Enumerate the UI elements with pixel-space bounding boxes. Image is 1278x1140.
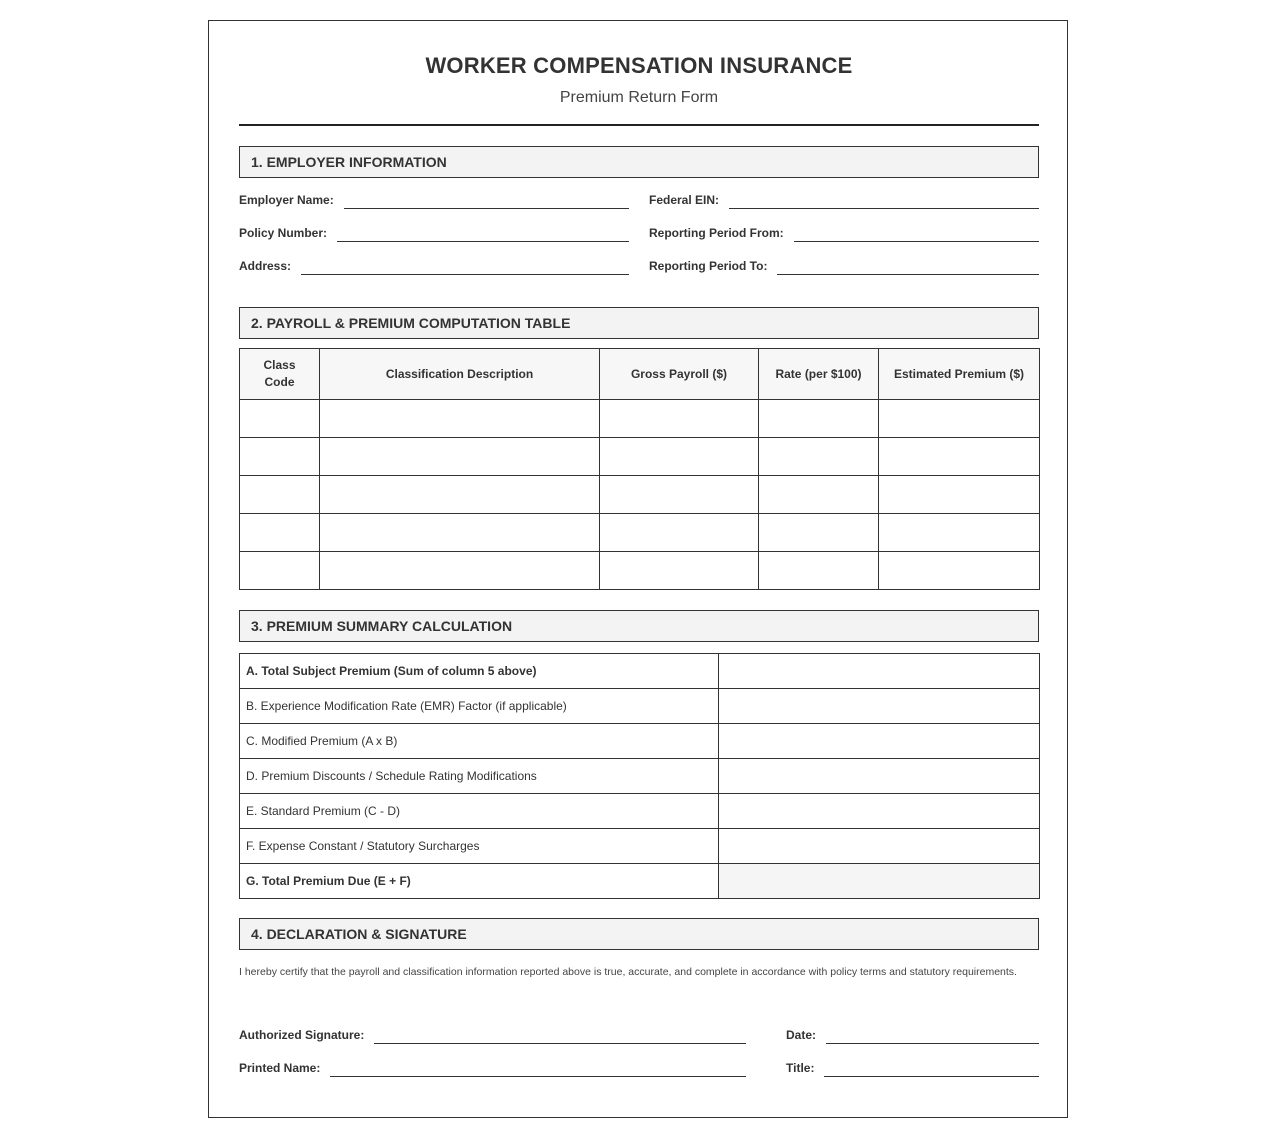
table-cell[interactable] bbox=[320, 400, 600, 438]
address-label: Address: bbox=[239, 259, 292, 273]
signature-field[interactable] bbox=[239, 1024, 746, 1044]
policy-number-input-line[interactable] bbox=[337, 225, 629, 242]
col-rate: Rate (per $100) bbox=[759, 349, 879, 400]
table-cell[interactable] bbox=[600, 400, 759, 438]
section-summary-header: 3. PREMIUM SUMMARY CALCULATION bbox=[239, 610, 1039, 642]
summary-value-e[interactable] bbox=[719, 794, 1040, 829]
summary-label-c: C. Modified Premium (A x B) bbox=[240, 724, 719, 759]
address-input-line[interactable] bbox=[301, 258, 629, 275]
section-declaration-header: 4. DECLARATION & SIGNATURE bbox=[239, 918, 1039, 950]
table-cell[interactable] bbox=[320, 552, 600, 590]
table-cell[interactable] bbox=[600, 476, 759, 514]
summary-value-a[interactable] bbox=[719, 654, 1040, 689]
table-cell[interactable] bbox=[759, 438, 879, 476]
summary-row bbox=[240, 864, 1040, 899]
declaration-text: I hereby certify that the payroll and classification information reported above is true, accurate, and complete in accordance with policy terms and statutory requirements. bbox=[239, 966, 1017, 978]
summary-label-g: G. Total Premium Due (E + F) bbox=[240, 864, 719, 899]
table-row bbox=[240, 552, 1040, 590]
table-cell[interactable] bbox=[320, 438, 600, 476]
table-cell[interactable] bbox=[759, 400, 879, 438]
col-gross-payroll: Gross Payroll ($) bbox=[600, 349, 759, 400]
table-cell[interactable] bbox=[600, 514, 759, 552]
summary-row bbox=[240, 689, 1040, 724]
table-row bbox=[240, 514, 1040, 552]
summary-value-b[interactable] bbox=[719, 689, 1040, 724]
table-cell[interactable] bbox=[759, 552, 879, 590]
payroll-table bbox=[239, 348, 1040, 590]
federal-ein-label: Federal EIN: bbox=[649, 193, 720, 207]
summary-value-g[interactable] bbox=[719, 864, 1040, 899]
table-row bbox=[240, 476, 1040, 514]
table-cell[interactable] bbox=[879, 476, 1040, 514]
form-title: WORKER COMPENSATION INSURANCE bbox=[425, 53, 853, 78]
summary-row bbox=[240, 654, 1040, 689]
section-payroll-header: 2. PAYROLL & PREMIUM COMPUTATION TABLE bbox=[239, 307, 1039, 339]
table-cell[interactable] bbox=[240, 514, 320, 552]
summary-value-d[interactable] bbox=[719, 759, 1040, 794]
table-cell[interactable] bbox=[600, 552, 759, 590]
period-from-input-line[interactable] bbox=[794, 225, 1039, 242]
table-cell[interactable] bbox=[320, 514, 600, 552]
title-input-line[interactable] bbox=[824, 1060, 1039, 1077]
summary-row bbox=[240, 794, 1040, 829]
table-cell[interactable] bbox=[240, 552, 320, 590]
table-cell[interactable] bbox=[759, 476, 879, 514]
date-input-line[interactable] bbox=[826, 1027, 1039, 1044]
form-page bbox=[208, 20, 1068, 1118]
period-to-field[interactable] bbox=[649, 255, 1039, 275]
summary-row bbox=[240, 829, 1040, 864]
summary-label-f: F. Expense Constant / Statutory Surcharges bbox=[240, 829, 719, 864]
employer-name-label: Employer Name: bbox=[239, 193, 334, 207]
table-row bbox=[240, 400, 1040, 438]
table-cell[interactable] bbox=[879, 400, 1040, 438]
policy-number-label: Policy Number: bbox=[239, 226, 328, 240]
col-class-code: Class Code bbox=[240, 349, 320, 400]
signature-label: Authorized Signature: bbox=[239, 1028, 365, 1042]
printed-name-field[interactable] bbox=[239, 1057, 746, 1077]
printed-name-input-line[interactable] bbox=[330, 1060, 746, 1077]
federal-ein-input-line[interactable] bbox=[729, 192, 1039, 209]
table-cell[interactable] bbox=[879, 438, 1040, 476]
period-to-label: Reporting Period To: bbox=[649, 259, 768, 273]
table-cell[interactable] bbox=[320, 476, 600, 514]
title-divider bbox=[239, 124, 1039, 126]
employer-name-input-line[interactable] bbox=[344, 192, 629, 209]
summary-row bbox=[240, 759, 1040, 794]
summary-value-c[interactable] bbox=[719, 724, 1040, 759]
table-cell[interactable] bbox=[879, 514, 1040, 552]
table-cell[interactable] bbox=[759, 514, 879, 552]
payroll-header-row bbox=[240, 349, 1040, 400]
summary-table bbox=[239, 653, 1040, 899]
summary-row bbox=[240, 724, 1040, 759]
summary-label-d: D. Premium Discounts / Schedule Rating Modifications bbox=[240, 759, 719, 794]
date-label: Date: bbox=[786, 1028, 817, 1042]
summary-value-f[interactable] bbox=[719, 829, 1040, 864]
signature-input-line[interactable] bbox=[374, 1027, 746, 1044]
title-field[interactable] bbox=[786, 1057, 1039, 1077]
period-to-input-line[interactable] bbox=[777, 258, 1039, 275]
section-employer-header: 1. EMPLOYER INFORMATION bbox=[239, 146, 1039, 178]
summary-label-e: E. Standard Premium (C - D) bbox=[240, 794, 719, 829]
col-classification-description: Classification Description bbox=[320, 349, 600, 400]
title-label: Title: bbox=[786, 1061, 815, 1075]
policy-number-field[interactable] bbox=[239, 222, 629, 242]
printed-name-label: Printed Name: bbox=[239, 1061, 321, 1075]
table-cell[interactable] bbox=[600, 438, 759, 476]
summary-label-a: A. Total Subject Premium (Sum of column 5 above) bbox=[240, 654, 719, 689]
table-cell[interactable] bbox=[240, 438, 320, 476]
table-cell[interactable] bbox=[240, 476, 320, 514]
col-estimated-premium: Estimated Premium ($) bbox=[879, 349, 1040, 400]
summary-label-b: B. Experience Modification Rate (EMR) Factor (if applicable) bbox=[240, 689, 719, 724]
employer-name-field[interactable] bbox=[239, 189, 629, 209]
period-from-field[interactable] bbox=[649, 222, 1039, 242]
table-cell[interactable] bbox=[879, 552, 1040, 590]
federal-ein-field[interactable] bbox=[649, 189, 1039, 209]
address-field[interactable] bbox=[239, 255, 629, 275]
date-field[interactable] bbox=[786, 1024, 1039, 1044]
form-subtitle: Premium Return Form bbox=[559, 89, 719, 106]
period-from-label: Reporting Period From: bbox=[649, 226, 784, 240]
table-cell[interactable] bbox=[240, 400, 320, 438]
table-row bbox=[240, 438, 1040, 476]
